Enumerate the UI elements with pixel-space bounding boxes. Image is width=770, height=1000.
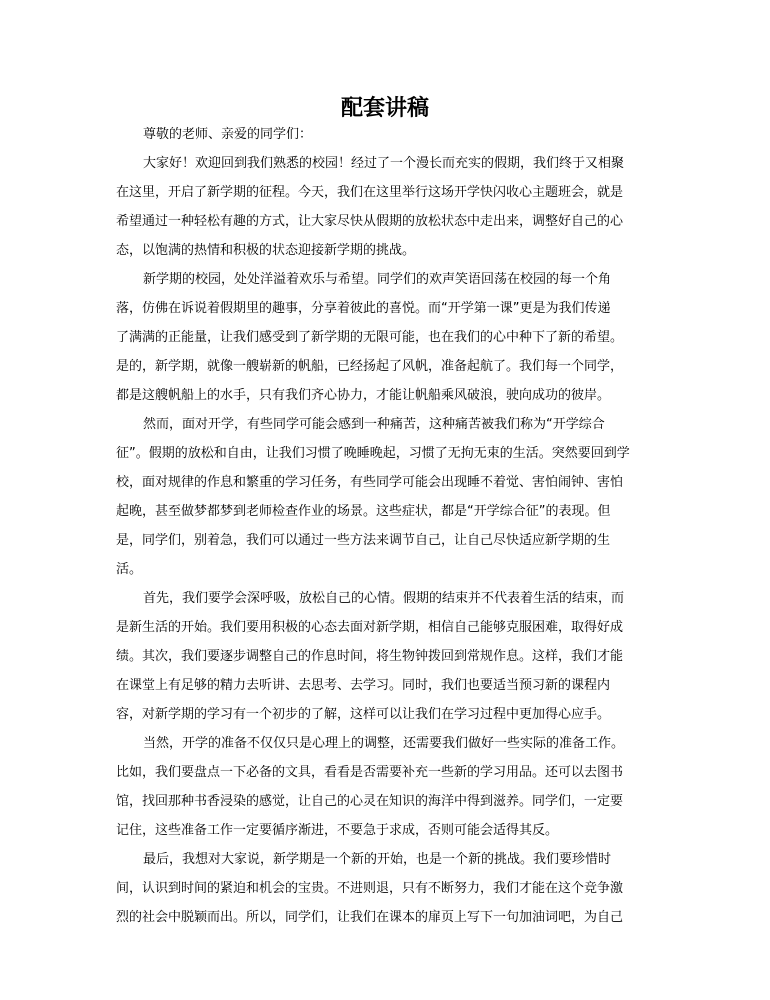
body-line: 是新生活的开始。我们要用积极的心态去面对新学期，相信自己能够克服困难，取得好成 — [116, 620, 624, 635]
salutation-line: 尊敬的老师、亲爱的同学们： — [143, 127, 313, 142]
body-line: 然而，面对开学，有些同学可能会感到一种痛苦，这种痛苦被我们称为“开学综合 — [143, 417, 605, 432]
body-line: 起晚，甚至做梦都梦到老师检查作业的场景。这些症状，都是“开学综合征”的表现。但 — [116, 504, 611, 519]
body-line: 比如，我们要盘点一下必备的文具，看看是否需要补充一些新的学习用品。还可以去图书 — [116, 765, 624, 780]
body-line: 了满满的正能量，让我们感受到了新学期的无限可能，也在我们的心中种下了新的希望。 — [116, 330, 624, 345]
body-line: 大家好！欢迎回到我们熟悉的校园！经过了一个漫长而充实的假期，我们终于又相聚 — [143, 156, 625, 171]
body-line: 在这里，开启了新学期的征程。今天，我们在这里举行这场开学快闪收心主题班会，就是 — [116, 185, 624, 200]
body-line: 都是这艘帆船上的水手，只有我们齐心协力，才能让帆船乘风破浪，驶向成功的彼岸。 — [116, 388, 611, 403]
body-line: 是，同学们，别着急，我们可以通过一些方法来调节自己，让自己尽快适应新学期的生 — [116, 533, 611, 548]
body-line: 征”。假期的放松和自由，让我们习惯了晚睡晚起，习惯了无拘无束的生活。突然要回到学 — [116, 446, 630, 461]
body-line: 是的，新学期，就像一艘崭新的帆船，已经扬起了风帆，准备起航了。我们每一个同学， — [116, 359, 624, 374]
body-line: 间，认识到时间的紧迫和机会的宝贵。不进则退，只有不断努力，我们才能在这个竞争激 — [116, 881, 624, 896]
body-line: 落，仿佛在诉说着假期里的趣事，分享着彼此的喜悦。而“开学第一课”更是为我们传递 — [116, 301, 611, 316]
body-line: 希望通过一种轻松有趣的方式，让大家尽快从假期的放松状态中走出来，调整好自己的心 — [116, 214, 624, 229]
page-title: 配套讲稿 — [340, 95, 429, 121]
body-line: 绩。其次，我们要逐步调整自己的作息时间，将生物钟拨回到常规作息。这样，我们才能 — [116, 649, 624, 664]
body-line: 首先，我们要学会深呼吸，放松自己的心情。假期的结束并不代表着生活的结束，而 — [143, 591, 625, 606]
body-line: 在课堂上有足够的精力去听讲、去思考、去学习。同时，我们也要适当预习新的课程内 — [116, 678, 611, 693]
body-line: 当然，开学的准备不仅仅只是心理上的调整，还需要我们做好一些实际的准备工作。 — [143, 736, 625, 751]
body-line: 记住，这些准备工作一定要循序渐进，不要急于求成，否则可能会适得其反。 — [116, 823, 559, 838]
body-line: 活。 — [116, 562, 143, 577]
body-line: 馆，找回那种书香浸染的感觉，让自己的心灵在知识的海洋中得到滋养。同学们，一定要 — [116, 794, 624, 809]
body-line: 烈的社会中脱颖而出。所以，同学们，让我们在课本的扉页上写下一句加油词吧，为自己 — [116, 910, 624, 925]
body-line: 最后，我想对大家说，新学期是一个新的开始，也是一个新的挑战。我们要珍惜时 — [143, 852, 612, 867]
body-line: 态，以饱满的热情和积极的状态迎接新学期的挑战。 — [116, 243, 416, 258]
body-line: 新学期的校园，处处洋溢着欢乐与希望。同学们的欢声笑语回荡在校园的每一个角 — [143, 272, 612, 287]
body-line: 容，对新学期的学习有一个初步的了解，这样可以让我们在学习过程中更加得心应手。 — [116, 707, 611, 722]
body-line: 校，面对规律的作息和繁重的学习任务，有些同学可能会出现睡不着觉、害怕闹钟、害怕 — [116, 475, 624, 490]
